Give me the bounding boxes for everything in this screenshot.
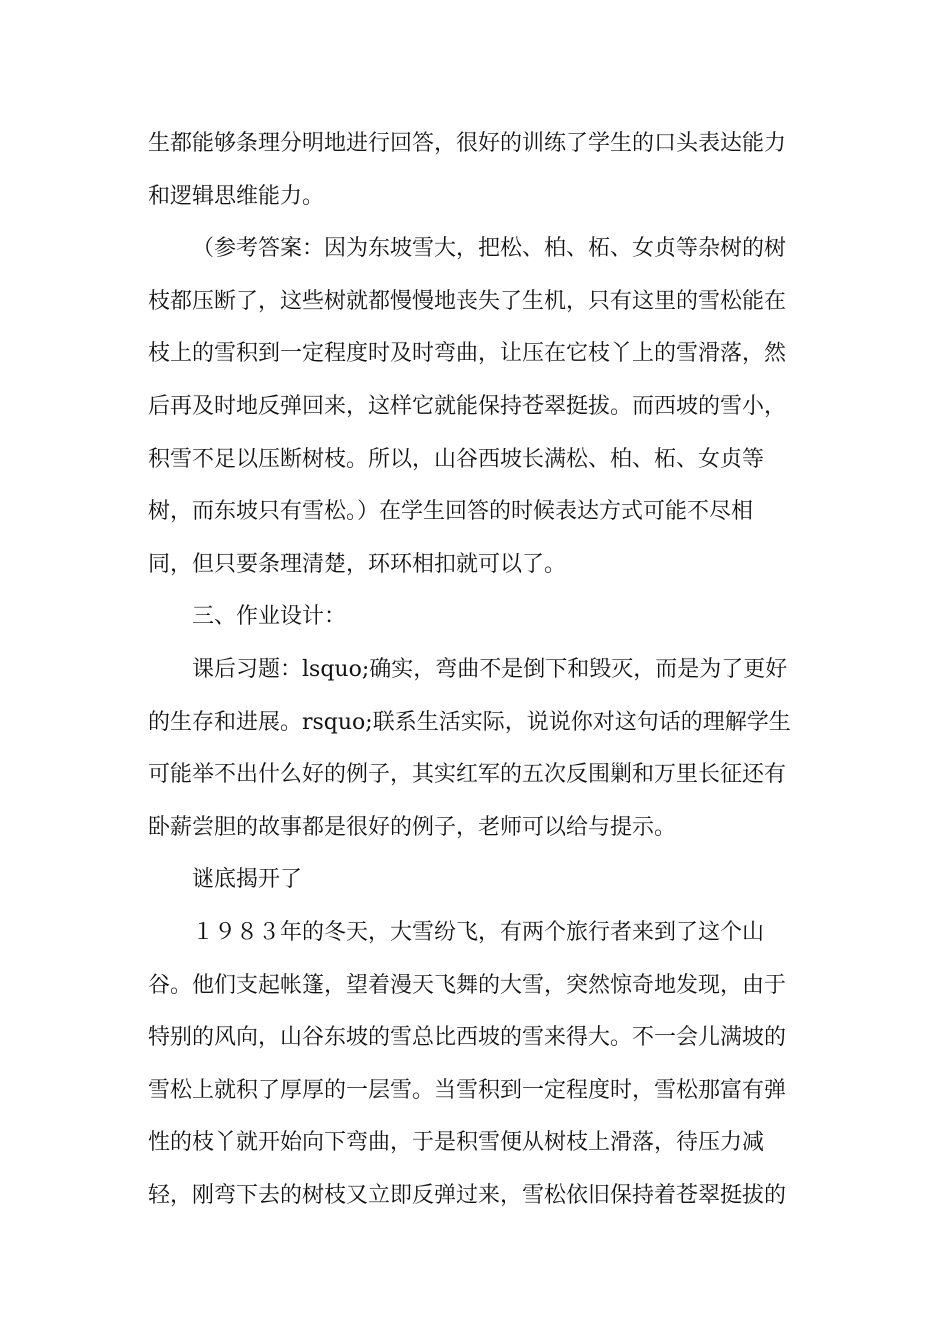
- text-line: 树，而东坡只有雪松。）在学生回答的时候表达方式可能不尽相: [148, 499, 754, 525]
- text-line: 谷。他们支起帐篷，望着漫天飞舞的大雪，突然惊奇地发现，由于: [148, 972, 787, 998]
- text-line: １９８３年的冬天，大雪纷飞，有两个旅行者来到了这个山: [192, 919, 765, 945]
- text-line: 枝上的雪积到一定程度时及时弯曲，让压在它枝丫上的雪滑落，然: [148, 341, 787, 367]
- text-line: 课后习题：lsquo;确实，弯曲不是倒下和毁灭，而是为了更好: [192, 656, 788, 682]
- text-line: 特别的风向，山谷东坡的雪总比西坡的雪来得大。不一会儿满坡的: [148, 1025, 787, 1051]
- document-body: [148, 118, 808, 1222]
- text-line: 同，但只要条理清楚，环环相扣就可以了。: [148, 551, 567, 577]
- text-line: 卧薪尝胆的故事都是很好的例子，老师可以给与提示。: [148, 814, 677, 840]
- text-line: 的生存和进展。rsquo;联系生活实际，说说你对这句话的理解学生: [148, 709, 791, 735]
- section-heading: 谜底揭开了: [192, 867, 303, 893]
- text-line: 轻，刚弯下去的树枝又立即反弹过来，雪松依旧保持着苍翠挺拔的: [148, 1182, 787, 1208]
- text-line: 枝都压断了，这些树就都慢慢地丧失了生机，只有这里的雪松能在: [148, 288, 787, 314]
- text-line: 后再及时地反弹回来，这样它就能保持苍翠挺拔。而西坡的雪小，: [148, 393, 787, 419]
- text-line: 可能举不出什么好的例子，其实红军的五次反围剿和万里长征还有: [148, 762, 787, 788]
- text-line: （参考答案：因为东坡雪大，把松、柏、柘、女贞等杂树的树: [192, 236, 787, 262]
- text-line: 积雪不足以压断树枝。所以，山谷西坡长满松、柏、柘、女贞等: [148, 446, 765, 472]
- section-heading: 三、作业设计：: [192, 604, 347, 630]
- text-line: 生都能够条理分明地进行回答，很好的训练了学生的口头表达能力: [148, 131, 787, 156]
- text-line: 雪松上就积了厚厚的一层雪。当雪积到一定程度时，雪松那富有弹: [148, 1077, 787, 1103]
- text-line: 性的枝丫就开始向下弯曲，于是积雪便从树枝上滑落，待压力减: [148, 1130, 765, 1156]
- text-line: 和逻辑思维能力。: [148, 183, 325, 209]
